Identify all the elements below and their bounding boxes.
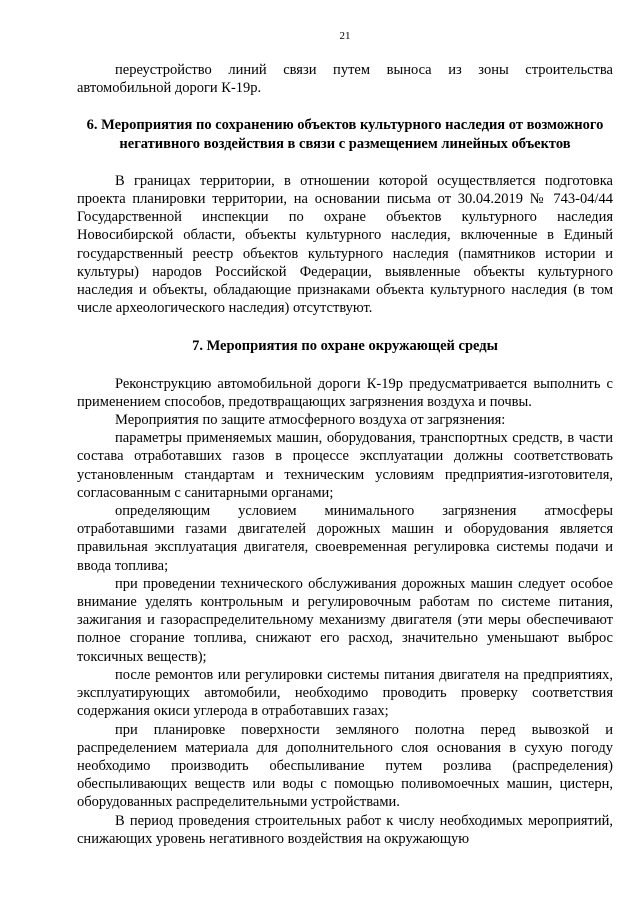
section-7-list-item: после ремонтов или регулировки системы питания двигателя на предприятиях, эксплуатирующих автомобили, необходимо проводить проверку соответствия содержания окиси углерода в отработавших газах; bbox=[77, 666, 613, 720]
section-7-list-item: определяющим условием минимального загрязнения атмосферы отработавшими газами двигателей дорожных машин и оборудования является правильная эксплуатация двигателя, своевременная регулировка системы подачи и ввода топлива; bbox=[77, 503, 613, 574]
page-number: 21 bbox=[339, 30, 351, 42]
document-body bbox=[77, 61, 613, 848]
document-page bbox=[77, 0, 613, 905]
section-6-heading: 6. Мероприятия по сохранению объектов культурного наследия от возможного негативного воздействия в связи с размещением линейных объектов bbox=[86, 117, 604, 152]
paragraph-continuation: переустройство линий связи путем выноса из зоны строительства автомобильной дороги К-19р. bbox=[77, 62, 613, 97]
section-7-paragraph: В период проведения строительных работ к числу необходимых мероприятий, снижающих уровень негативного воздействия на окружающую bbox=[77, 812, 613, 847]
section-7-list-item: при проведении технического обслуживания дорожных машин следует особое внимание уделять контрольным и регулировочным работам по системе питания, зажигания и газораспределительному механизму двигателя (эти меры обеспечивают полное сгорание топлива, снижают его расход, значительно уменьшают выброс токсичных веществ); bbox=[77, 575, 613, 665]
section-7-paragraph: Реконструкцию автомобильной дороги К-19р предусматривается выполнить с применением способов, предотвращающих загрязнения воздуха и почвы. bbox=[77, 375, 613, 410]
section-7-heading: 7. Мероприятия по охране окружающей среды bbox=[192, 338, 498, 355]
section-7-list-item: при планировке поверхности земляного полотна перед вывозкой и распределением материала для дополнительного слоя основания в сухую погоду необходимо производить обеспыливание путем розлива (распределения) обеспыливающих веществ или воды с помощью поливомоечных машин, цистерн, оборудованных распределительными устройствами. bbox=[77, 721, 613, 811]
section-6-paragraph: В границах территории, в отношении которой осуществляется подготовка проекта планировки территории, на основании письма от 30.04.2019 № 743-04/44 Государственной инспекции по охране объектов культурного наследия Новосибирской области, объекты культурного наследия, включенные в Единый государственный реестр объектов культурного наследия (памятников истории и культуры) народов Российской Федерации, выявленные объекты культурного наследия и объекты, обладающие признаками объекта культурного наследия (в том числе археологического наследия) отсутствуют. bbox=[77, 172, 613, 317]
section-7-paragraph: Мероприятия по защите атмосферного воздуха от загрязнения: bbox=[115, 412, 506, 429]
section-7-list-item: параметры применяемых машин, оборудования, транспортных средств, в части состава отработавших газов в процессе эксплуатации должны соответствовать установленным стандартам и техническим условиям предприятия-изготовителя, согласованным с санитарными органами; bbox=[77, 430, 613, 501]
